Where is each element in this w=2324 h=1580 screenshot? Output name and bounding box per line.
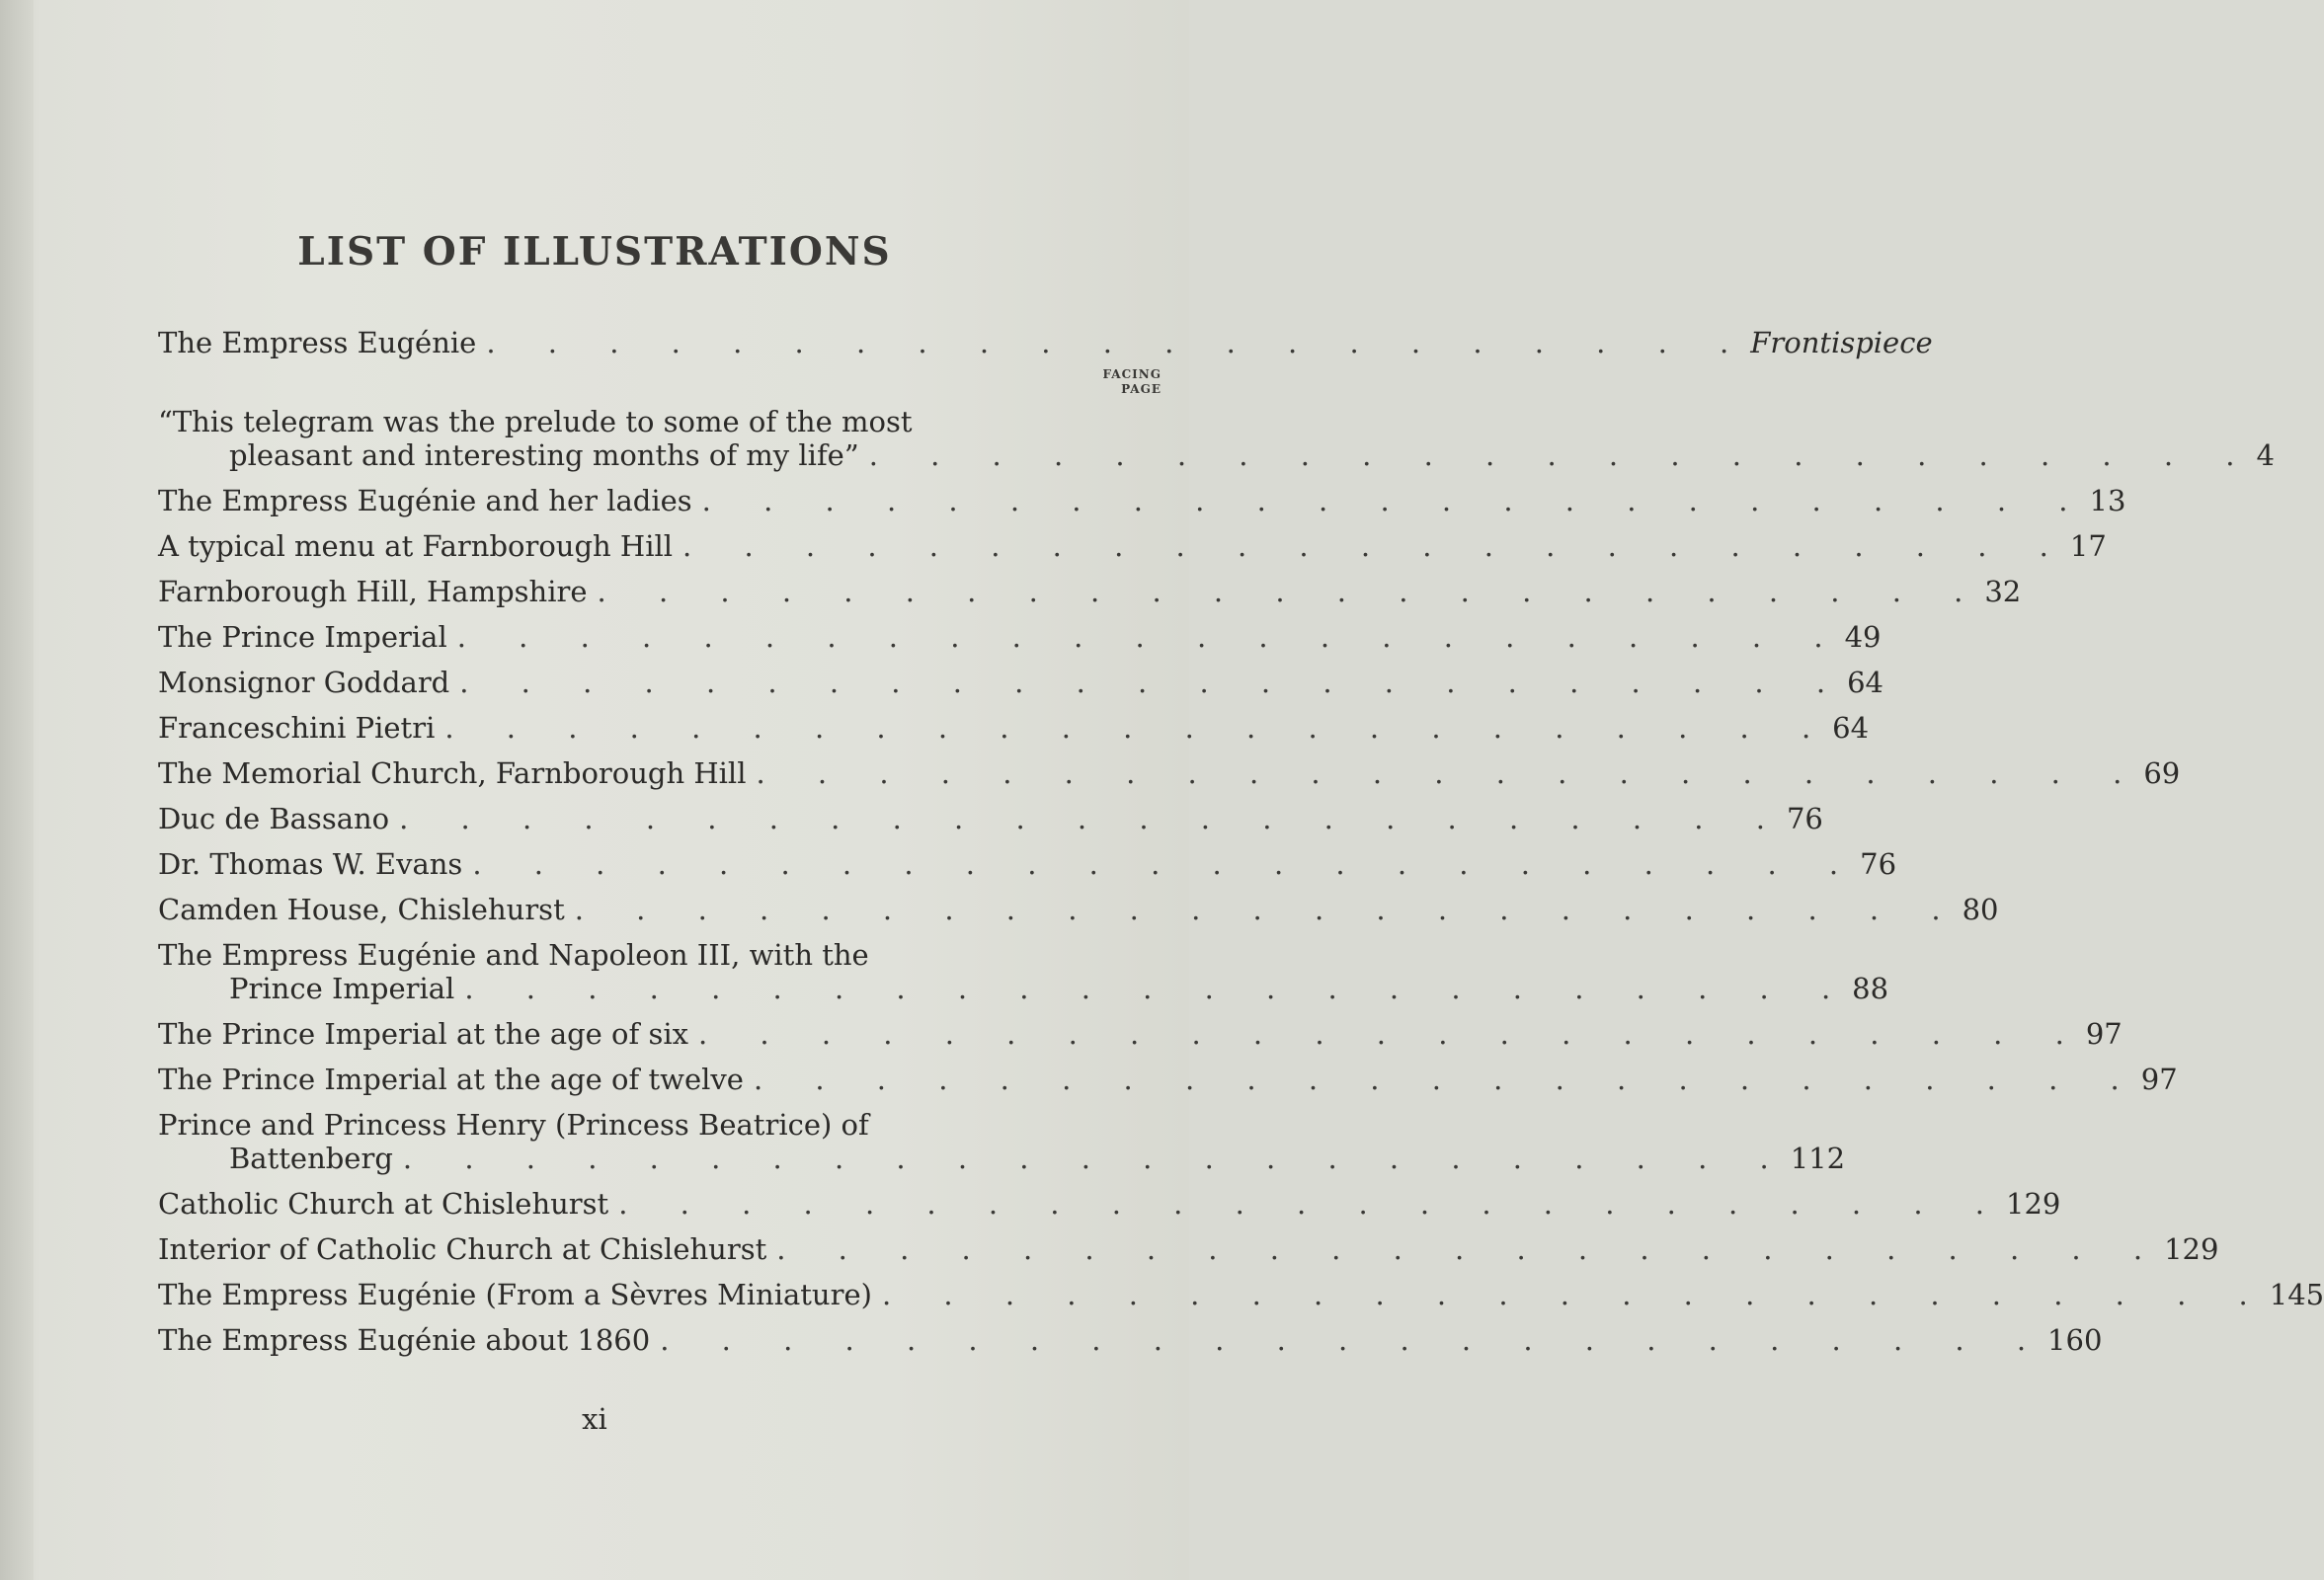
entry-title: Prince and Princess Henry (Princess Beatrice) of bbox=[158, 1108, 869, 1142]
list-item bbox=[158, 620, 1882, 654]
entry-title: Dr. Thomas W. Evans bbox=[158, 847, 463, 881]
entry-page: 145 bbox=[2269, 1278, 2324, 1311]
entry-page: 69 bbox=[2143, 756, 2181, 790]
entry-page: 32 bbox=[1984, 575, 2022, 608]
entry-page: 49 bbox=[1844, 620, 1882, 654]
entry-page: 76 bbox=[1786, 802, 1823, 835]
entry-page: 76 bbox=[1860, 847, 1897, 881]
list-item bbox=[158, 938, 1889, 1005]
dot-leader: . . . . . . . . . . . . . . . . . . . . . . . bbox=[868, 438, 2257, 472]
dot-leader: . . . . . . . . . . . . . . . . . . . . . . . bbox=[459, 666, 1848, 699]
dot-leader: . . . . . . . . . . . . . . . . . . . . . . . bbox=[402, 1142, 1791, 1175]
entry-page: 112 bbox=[1790, 1142, 1846, 1175]
entry-page: 80 bbox=[1962, 893, 1999, 926]
facing-page-label bbox=[1043, 367, 1162, 397]
list-item bbox=[158, 1108, 1846, 1175]
dot-leader: . . . . . . . . . . . . . . . . . . . . . . . bbox=[597, 575, 1985, 608]
entry-title: Monsignor Goddard bbox=[158, 666, 450, 699]
entry-title: Interior of Catholic Church at Chislehurst bbox=[158, 1232, 767, 1266]
dot-leader: . . . . . . . . . . . . . . . . . . . . . . . bbox=[753, 1063, 2141, 1096]
entry-page: 129 bbox=[2006, 1187, 2061, 1221]
dot-leader: . . . . . . . . . . . . . . . . . . . . . . . bbox=[697, 1017, 2086, 1051]
entry-page: 88 bbox=[1852, 972, 1889, 1005]
dot-leader: . . . . . . . . . . . . . . . . . . . . . . . bbox=[701, 484, 2090, 517]
entry-page: 97 bbox=[2140, 1063, 2178, 1096]
facing-label-line: PAGE bbox=[1121, 382, 1162, 396]
entry-title: Farnborough Hill, Hampshire bbox=[158, 575, 588, 608]
list-item bbox=[158, 575, 2022, 608]
list-item bbox=[158, 1323, 2103, 1357]
list-item bbox=[158, 529, 2107, 563]
page-number: xi bbox=[582, 1402, 607, 1436]
entry-title: The Prince Imperial at the age of six bbox=[158, 1017, 688, 1051]
entry-page: 64 bbox=[1847, 666, 1883, 699]
list-item bbox=[158, 893, 1999, 926]
list-item bbox=[158, 405, 2275, 472]
list-item-frontispiece bbox=[158, 326, 1933, 359]
list-item bbox=[158, 756, 2181, 790]
page-title: LIST OF ILLUSTRATIONS bbox=[297, 229, 892, 275]
entry-page: 129 bbox=[2164, 1232, 2219, 1266]
entry-page: 160 bbox=[2047, 1323, 2103, 1357]
list-item bbox=[158, 1278, 2324, 1311]
entry-title: The Prince Imperial bbox=[158, 620, 447, 654]
dot-leader: . . . . . . . . . . . . . . . . . . . . . . . bbox=[399, 802, 1787, 835]
dot-leader: . . . . . . . . . . . . . . . . . . . . . . . bbox=[472, 847, 1861, 881]
entry-title: The Empress Eugénie and her ladies bbox=[158, 484, 692, 517]
entry-title: Catholic Church at Chislehurst bbox=[158, 1187, 609, 1221]
list-item bbox=[158, 1063, 2178, 1096]
dot-leader: . . . . . . . . . . . . . . . . . . . . . . . bbox=[682, 529, 2070, 563]
entry-page: 4 bbox=[2256, 438, 2275, 472]
entry-title: The Empress Eugénie (From a Sèvres Miniature) bbox=[158, 1278, 872, 1311]
dot-leader: . . . . . . . . . . . . . . . . . . . . . . . bbox=[464, 972, 1853, 1005]
dot-leader: . . . . . . . . . . . . . . . . . . . . . . . bbox=[776, 1232, 2165, 1266]
entry-title: The Empress Eugénie bbox=[158, 326, 477, 359]
entry-title: pleasant and interesting months of my life” bbox=[229, 438, 859, 472]
entry-title: The Prince Imperial at the age of twelve bbox=[158, 1063, 744, 1096]
dot-leader: . . . . . . . . . . . . . . . . . . . . . . . bbox=[444, 711, 1833, 745]
entry-title: Camden House, Chislehurst bbox=[158, 893, 565, 926]
entry-title: Battenberg bbox=[229, 1142, 393, 1175]
entry-title: Duc de Bassano bbox=[158, 802, 390, 835]
list-item bbox=[158, 711, 1870, 745]
dot-leader: . . . . . . . . . . . . . . . . . . . . . . . bbox=[660, 1323, 2048, 1357]
entry-title: The Empress Eugénie and Napoleon III, with the bbox=[158, 938, 869, 972]
entry-title: Prince Imperial bbox=[229, 972, 455, 1005]
entry-page: 64 bbox=[1832, 711, 1870, 745]
entry-page: Frontispiece bbox=[1750, 326, 1933, 359]
entry-title: A typical menu at Farnborough Hill bbox=[158, 529, 674, 563]
dot-leader: . . . . . . . . . . . . . . . . . . . . . . . bbox=[574, 893, 1963, 926]
list-item bbox=[158, 1017, 2123, 1051]
entry-title: “This telegram was the prelude to some of the most bbox=[158, 405, 913, 438]
entry-title: The Memorial Church, Farnborough Hill bbox=[158, 756, 747, 790]
dot-leader: . . . . . . . . . . . . . . . . . . . . . . . bbox=[756, 756, 2144, 790]
entry-title: Franceschini Pietri bbox=[158, 711, 436, 745]
list-item bbox=[158, 847, 1897, 881]
entry-page: 97 bbox=[2085, 1017, 2123, 1051]
list-item bbox=[158, 1232, 2219, 1266]
list-item bbox=[158, 666, 1883, 699]
list-item bbox=[158, 802, 1823, 835]
list-item bbox=[158, 484, 2126, 517]
facing-label-line: FACING bbox=[1102, 367, 1162, 381]
entry-page: 17 bbox=[2069, 529, 2107, 563]
dot-leader: . . . . . . . . . . . . . . . . . . . . . bbox=[486, 326, 1751, 359]
dot-leader: . . . . . . . . . . . . . . . . . . . . . . . bbox=[881, 1278, 2270, 1311]
entry-page: 13 bbox=[2089, 484, 2126, 517]
list-item bbox=[158, 1187, 2061, 1221]
dot-leader: . . . . . . . . . . . . . . . . . . . . . . . bbox=[456, 620, 1845, 654]
entry-title: The Empress Eugénie about 1860 bbox=[158, 1323, 651, 1357]
dot-leader: . . . . . . . . . . . . . . . . . . . . . . . bbox=[618, 1187, 2007, 1221]
